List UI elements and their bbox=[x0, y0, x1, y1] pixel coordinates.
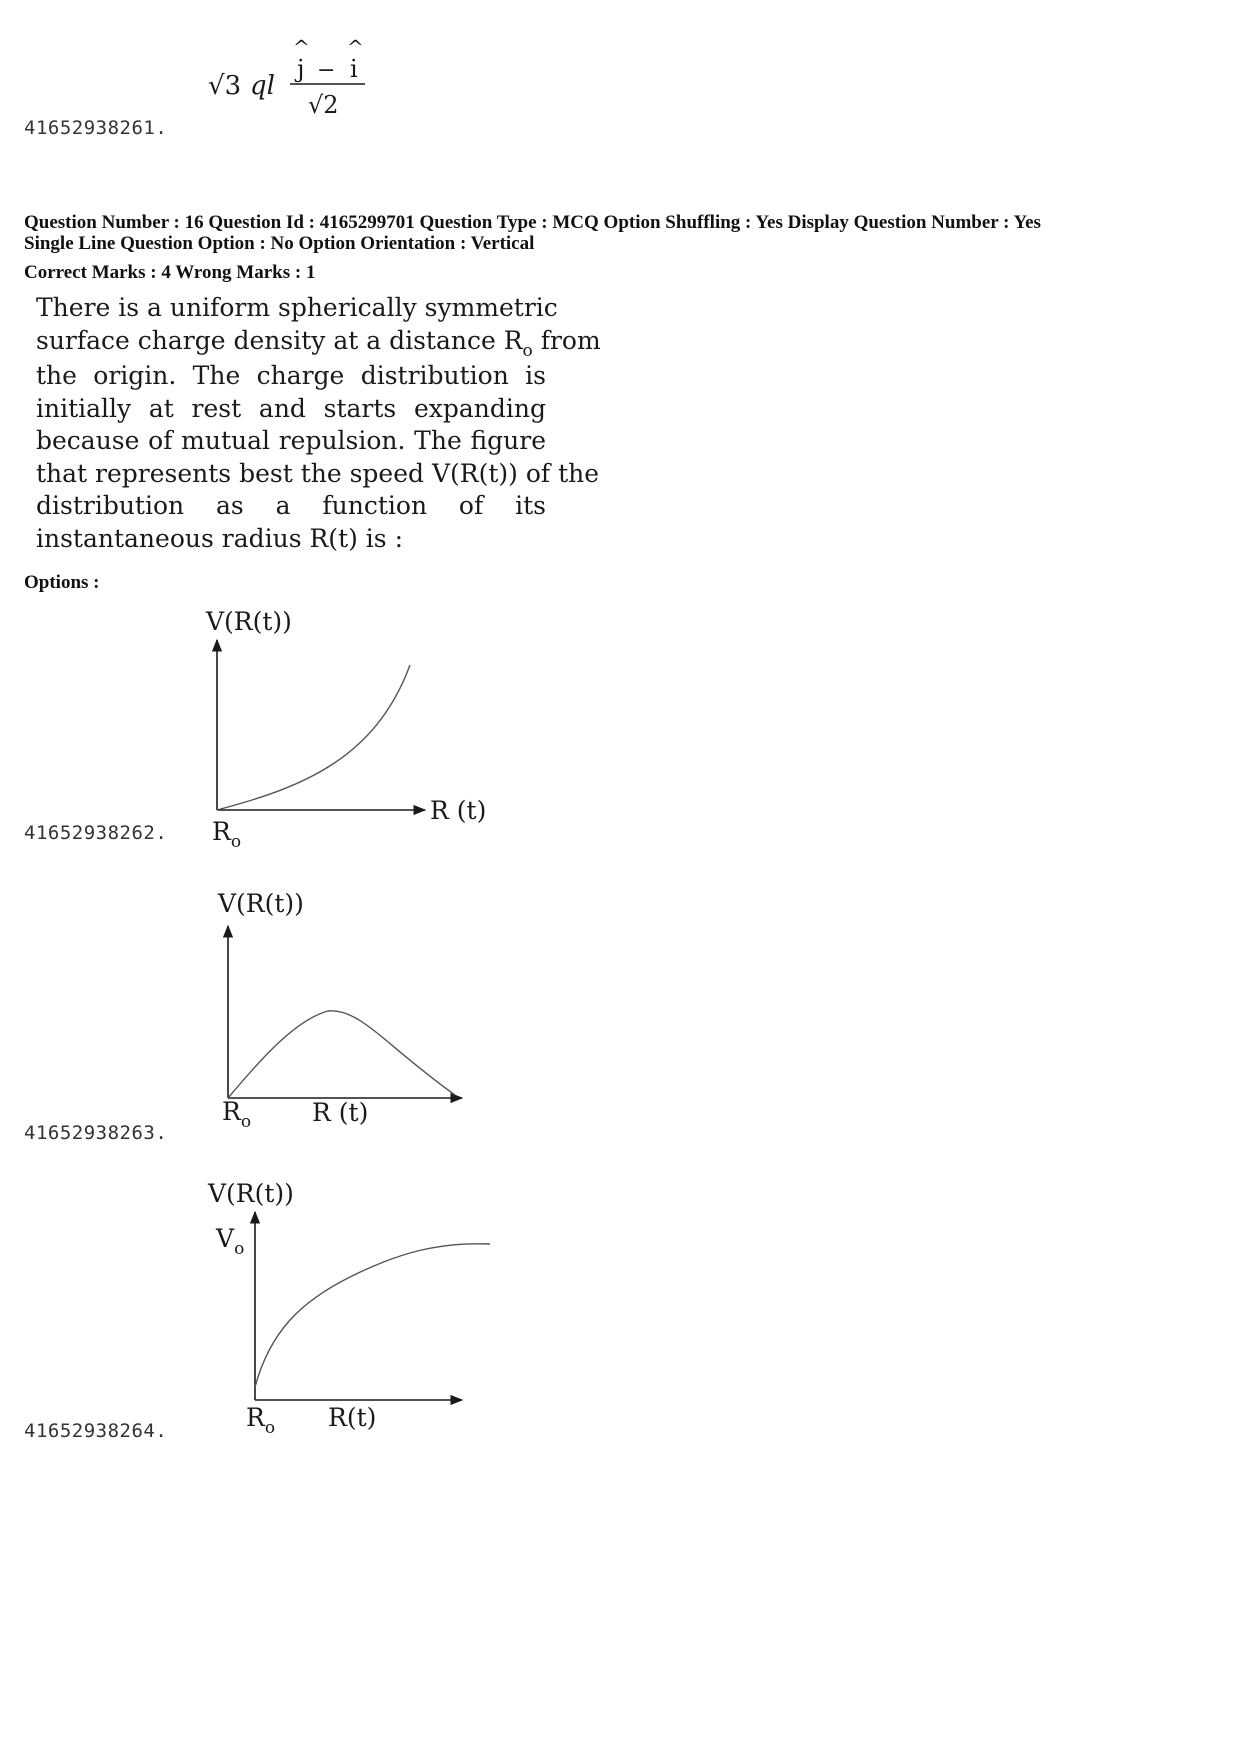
formula-coefficient: √3 bbox=[208, 71, 242, 101]
formula-numerator-j: j bbox=[297, 55, 305, 83]
question-line-tail: from bbox=[532, 325, 601, 355]
option-3-asymptote-label bbox=[215, 1224, 244, 1259]
formula-hat-j: ^ bbox=[293, 35, 310, 59]
question-meta-line-2: Single Line Question Option : No Option Orientation : Vertical bbox=[24, 233, 535, 254]
option-1-origin-R: R bbox=[212, 817, 231, 846]
option-3-origin-R: R bbox=[246, 1403, 265, 1432]
option-3-origin-sub: o bbox=[264, 1418, 276, 1438]
option-1[interactable] bbox=[0, 600, 560, 860]
option-3-asymptote-sub: o bbox=[234, 1239, 245, 1259]
formula-hat-i: ^ bbox=[347, 35, 364, 59]
option-3-x-label: R(t) bbox=[328, 1403, 377, 1432]
option-2-origin-R: R bbox=[222, 1097, 241, 1126]
question-line: distribution as a function of its bbox=[36, 491, 546, 520]
question-line: that represents best the speed V(R(t)) of the bbox=[36, 458, 600, 488]
question-line: initially at rest and starts expanding bbox=[36, 393, 546, 423]
option-3-graph bbox=[200, 1172, 520, 1442]
option-2-x-label: R (t) bbox=[312, 1098, 369, 1127]
question-line: because of mutual repulsion. The figure bbox=[36, 426, 546, 455]
option-1-origin-sub: o bbox=[230, 832, 242, 852]
option-1-curve bbox=[217, 665, 410, 810]
prev-option bbox=[0, 0, 1240, 150]
option-2-y-label: V(R(t)) bbox=[218, 889, 304, 918]
question-line: instantaneous radius R(t) is : bbox=[36, 523, 404, 553]
prev-option-id: 41652938261. bbox=[24, 117, 168, 139]
option-1-graph bbox=[190, 600, 510, 860]
option-3-asymptote-V: V bbox=[216, 1224, 235, 1253]
formula-denominator: √2 bbox=[308, 91, 339, 119]
question-subscript: o bbox=[522, 340, 533, 361]
formula-minus: − bbox=[317, 58, 336, 83]
option-2-curve bbox=[228, 1011, 455, 1098]
question-line: There is a uniform spherically symmetric bbox=[36, 293, 558, 322]
option-1-y-label: V(R(t)) bbox=[206, 607, 292, 636]
option-3-y-label: V(R(t)) bbox=[208, 1179, 294, 1208]
option-3[interactable] bbox=[0, 1172, 560, 1442]
option-1-id: 41652938262. bbox=[24, 822, 168, 844]
question-line-text: surface charge density at a distance R bbox=[36, 325, 523, 355]
prev-option-formula bbox=[200, 30, 380, 130]
option-2-origin-sub: o bbox=[240, 1112, 252, 1132]
question-line: the origin. The charge distribution is bbox=[36, 361, 546, 390]
formula-variables: ql bbox=[250, 71, 275, 101]
options-label: Options : bbox=[24, 572, 100, 593]
formula-numerator-i: i bbox=[350, 55, 358, 83]
option-2-graph bbox=[200, 880, 520, 1140]
option-2-origin-label bbox=[222, 1097, 251, 1132]
question-text bbox=[36, 292, 601, 555]
option-2[interactable] bbox=[0, 880, 560, 1144]
option-1-origin-label bbox=[212, 817, 241, 852]
option-3-curve bbox=[255, 1244, 490, 1387]
question-marks: Correct Marks : 4 Wrong Marks : 1 bbox=[24, 262, 316, 283]
option-3-id: 41652938264. bbox=[24, 1420, 168, 1442]
option-2-id: 41652938263. bbox=[24, 1122, 168, 1144]
question-line bbox=[36, 325, 601, 361]
option-1-x-label: R (t) bbox=[430, 796, 487, 825]
option-3-origin-label bbox=[246, 1403, 275, 1438]
question-meta-line-1: Question Number : 16 Question Id : 4165299701 Question Type : MCQ Option Shuffling : Yes Display Question Number : Yes bbox=[24, 212, 1041, 233]
